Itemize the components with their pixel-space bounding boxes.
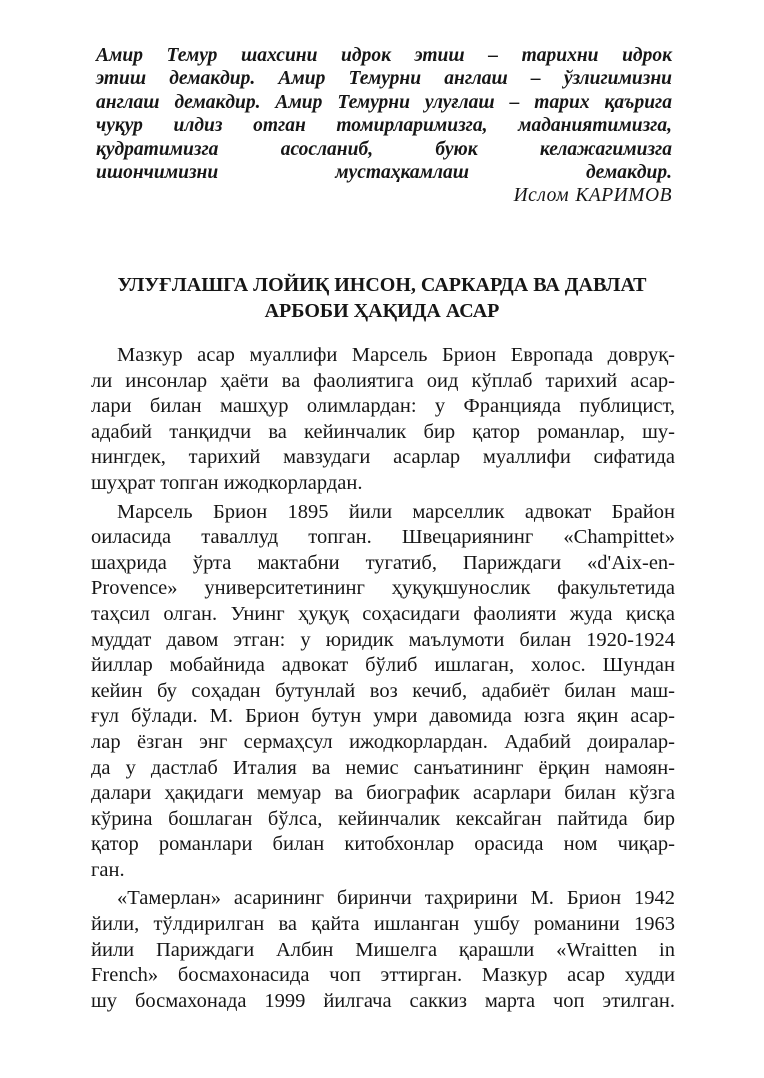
text-line: қатор романлари билан китобхонлар орасида ном чиқар- <box>91 833 675 856</box>
text-line: далари ҳақидаги мемуар ва биографик асарлари билан кўзга <box>91 782 675 805</box>
text-line: оиласида таваллуд топган. Швецариянинг «Champittet» <box>91 526 675 549</box>
body-text <box>91 343 675 1017</box>
epigraph-attribution: Ислом КАРИМОВ <box>513 185 672 207</box>
text-line: лари билан машҳур олимлардан: у Францияда публицист, <box>91 395 675 418</box>
text-line: йили Париждаги Албин Мишелга қарашли «Wraitten in <box>91 938 675 961</box>
epigraph-line: Амир Темур шахсини идрок этиш – тарихни идрок <box>96 45 672 66</box>
text-line: лар ёзган энг сермаҳсул ижодкорлардан. Адабий доиралар- <box>91 730 675 753</box>
text-line: нингдек, тарихий мавзудаги асарлар муаллифи сифатида <box>91 446 675 469</box>
section-title-line: АРБОБИ ҲАҚИДА АСАР <box>264 300 500 322</box>
epigraph-line: ишончимизни мустаҳкамлаш демакдир. <box>96 162 672 184</box>
paragraph <box>91 886 675 1014</box>
text-line: кейин бу соҳадан бутунлай воз кечиб, адабиёт билан маш- <box>91 679 675 702</box>
text-line: ли инсонлар ҳаёти ва фаолиятига оид кўплаб тарихий асар- <box>91 369 675 392</box>
text-line: таҳсил олган. Унинг ҳуқуқ соҳасидаги фаолияти жуда қисқа <box>91 602 675 625</box>
text-line: кўрина бошлаган бўлса, кейинчалик кексайган пайтида бир <box>91 807 675 830</box>
text-line: муддат давом этган: у юридик маълумоти билан 1920-1924 <box>91 628 675 651</box>
text-line: шу босмахонада 1999 йилгача саккиз марта чоп этилган. <box>91 989 675 1012</box>
epigraph-line: этиш демакдир. Амир Темурни англаш – ўзлигимизни <box>96 68 672 90</box>
paragraph <box>91 500 675 884</box>
text-line: ган. <box>91 858 125 881</box>
text-line: шуҳрат топган ижодкорлардан. <box>91 471 363 494</box>
text-line: Provence» университетининг ҳуқуқшунослик факультетида <box>91 577 675 600</box>
text-line: Марсель Брион 1895 йили марселлик адвокат Брайон <box>117 500 675 523</box>
epigraph-line: чуқур илдиз отган томирларимизга, маданиятимизга, <box>96 115 672 137</box>
epigraph-line: англаш демакдир. Амир Темурни улуғлаш – тарих қаърига <box>96 91 672 113</box>
section-title-line: УЛУҒЛАШГА ЛОЙИҚ ИНСОН, САРКАРДА ВА ДАВЛАТ <box>117 274 647 296</box>
text-line: йиллар мобайнида адвокат бўлиб ишлаган, холос. Шундан <box>91 654 675 677</box>
text-line: шаҳрида ўрта мактабни тугатиб, Париждаги «d'Aix-en- <box>91 551 675 574</box>
text-line: йили, тўлдирилган ва қайта ишланган ушбу романини 1963 <box>91 913 675 936</box>
text-line: да у дастлаб Италия ва немис санъатининг ёрқин намоян- <box>91 756 675 779</box>
text-line: ғул бўлади. М. Брион бутун умри давомида юзга яқин асар- <box>91 705 675 728</box>
section-title <box>80 272 684 324</box>
text-line: Мазкур асар муаллифи Марсель Брион Европада довруқ- <box>117 344 675 366</box>
epigraph-line: қудратимизга асосланиб, буюк келажагимизга <box>96 138 672 160</box>
text-line: «Тамерлан» асарининг биринчи таҳририни М. Брион 1942 <box>117 887 675 910</box>
epigraph <box>96 44 672 208</box>
text-line: French» босмахонасида чоп эттирган. Мазкур асар худди <box>91 964 675 987</box>
paragraph <box>91 343 675 497</box>
text-line: адабий танқидчи ва кейинчалик бир қатор романлар, шу- <box>91 420 675 443</box>
